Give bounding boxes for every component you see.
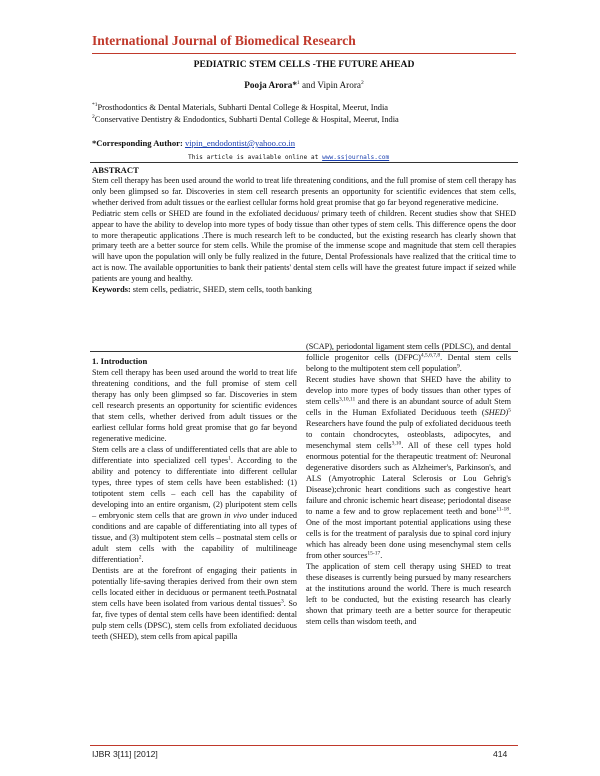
keywords bbox=[92, 285, 516, 296]
affiliation-1 bbox=[92, 102, 522, 113]
paper-title: PEDIATRIC STEM CELLS -THE FUTURE AHEAD bbox=[193, 59, 415, 70]
intro-p3-text-b: . So far, five types of dental stem cells have been identified: dental pulp stem cells (DPSC), stem cells from exfoliated deciduous teeth (SHED), stem cells from apical papilla bbox=[92, 599, 297, 641]
right-p2-italic: SHED) bbox=[484, 408, 509, 417]
right-p1-text-b: . Dental stem cells belong to the multipotent stem cell population bbox=[306, 353, 512, 373]
right-p2-text-b: and there is an abundant source of adult Stem cells in the Human Exfoliated Deciduous teeth ( bbox=[306, 397, 511, 417]
availability-note bbox=[188, 154, 389, 161]
citation-sup: 1 bbox=[228, 455, 231, 462]
corresponding-label: *Corresponding Author: bbox=[92, 138, 183, 148]
abstract-paragraph-1: Stem cell therapy has been used around the world to treat life threatening conditions, and the full promise of stem cell therapy has only been glimpsed so far. Discoveries in stem cell research presents an opportunity for scientific evidences that stem cells, whether derived from adult tissues or the earliest cellular forms hold great promise that go far beyond regenerative medicine. bbox=[92, 176, 516, 207]
footer-rule bbox=[90, 745, 518, 746]
right-paragraph-3: The application of stem cell therapy using SHED to treat these diseases is currently being pursued by many researchers at the institutions around the world. There is much research left to be conducted, but the existing research has clearly shown that primary teeth are a better source for therapeutic stem cells than wisdom teeth, and bbox=[306, 562, 511, 626]
right-p1-text-a: (SCAP), periodontal ligament stem cells (PDLSC), and dental follicle progenitor cells (DFPC) bbox=[306, 342, 511, 362]
author-secondary-sup: 2 bbox=[360, 79, 364, 86]
intro-paragraph-1: Stem cell therapy has been used around the world to treat life threatening conditions, and the full promise of stem cell therapy has only been glimpsed so far. Discoveries in stem cell research presents an opportunity for scientific evidences that stem cells, whether derived from adult tissues or the earliest cellular forms hold great promise that go far beyond regenerative medicine. bbox=[92, 368, 297, 443]
citation-sup: 3,10,11 bbox=[339, 396, 356, 403]
right-p2-text-d: . All of these cell types hold enormous potential for the therapeutic treatment of: Neuronal degenerative disorders such as Alzheimer's, Parkinson's, and ALS (Amyotrophic Lateral Sclerosis or Lou Gehrig's Disease);chronic heart conditions such as congestive heart failure and chronic ischemic heart disease; periodontal disease to name a few and to grow replacement teeth and bone bbox=[306, 441, 512, 516]
abstract-body bbox=[92, 176, 516, 296]
right-p2-text-f: . bbox=[380, 551, 383, 560]
right-paragraph-2 bbox=[306, 374, 511, 561]
intro-p2-text-a: Stem cells are a class of undifferentiated cells that are able to differentiate into specialized cell types bbox=[92, 445, 297, 465]
citation-sup: 11-18 bbox=[496, 506, 509, 513]
author-primary: Pooja Arora* bbox=[244, 80, 297, 90]
affiliation-1-sup: *1 bbox=[92, 102, 98, 109]
citation-sup: 3,10 bbox=[391, 440, 402, 447]
page-number: 414 bbox=[493, 749, 508, 759]
corresponding-author bbox=[92, 138, 295, 148]
intro-paragraph-2 bbox=[92, 444, 297, 565]
journal-title: International Journal of Biomedical Research bbox=[92, 33, 356, 48]
right-paragraph-1 bbox=[306, 341, 511, 374]
author-secondary: and Vipin Arora bbox=[299, 80, 361, 90]
affiliation-2-text: Conservative Dentistry & Endodontics, Subharti Dental College & Hospital, Meerut, India bbox=[94, 115, 399, 124]
right-p2-text-a: Recent studies have shown that SHED have the ability to develop into more types of body tissues than other types of stem cells bbox=[306, 375, 511, 406]
abstract-heading: ABSTRACT bbox=[92, 165, 139, 175]
citation-sup: 2 bbox=[138, 554, 142, 561]
right-p1-text-c: . bbox=[459, 364, 462, 373]
right-p2-text-c: Researchers have found the pulp of exfoliated deciduous teeth to contain chondrocytes, osteoblasts, adipocytes, and mesenchymal stem cells bbox=[306, 419, 511, 450]
citation-sup: 3 bbox=[281, 598, 284, 605]
affiliation-2 bbox=[92, 114, 522, 125]
intro-p3-text-a: Dentists are at the forefront of engaging their patients in potentially life-saving therapies derived from their own stem cells located either in deciduous or permanent teeth.Postnatal stem cells have been isolated from various dental tissues bbox=[92, 566, 297, 608]
affiliation-1-text: Prosthodontics & Dental Materials, Subharti Dental College & Hospital, Meerut, India bbox=[97, 103, 389, 112]
citation-sup: 5 bbox=[508, 407, 511, 414]
affiliation-2-sup: 2 bbox=[92, 114, 95, 121]
citation-sup: 9 bbox=[457, 363, 460, 370]
intro-paragraph-3 bbox=[92, 565, 297, 642]
right-p2-text-e: . One of the most important potential applications using these cells is for the treatment of paralysis due to spinal cord injury which has already been done using mesenchymal stem cells from other sources bbox=[306, 507, 511, 560]
footer-citation: IJBR 3[11] [2012] bbox=[92, 749, 158, 759]
intro-p2-text-b: . According to the ability and potency to differentiate into different cellular types, three types of stem cells have been established: (1) totipotent stem cells – each cell has the capability of developing into an entire organism, (2) pluripotent stem cells – embryonic stem cells that are grown bbox=[92, 456, 297, 520]
intro-p2-italic: in vivo bbox=[224, 511, 247, 520]
header-rule bbox=[92, 53, 516, 54]
right-column bbox=[306, 341, 511, 627]
abstract-paragraph-2: Pediatric stem cells or SHED are found in the exfoliated deciduous/ primary teeth of children. Recent studies show that SHED appear to have the ability to develop into more types of body tissue than other types of stem cells. This difference opens the door to more therapeutic applications .There is much research left to be conducted, but the existing research has clearly shown that primary teeth are a better source for stem cells. While the promise of the immense scope and magnitude that stem cell therapies will have upon the population will only be fully realized in the future, Dental Professionals have realized that the critical time to act is now. The available opportunities to bank their patients' dental stem cells will have the greatest future impact if seized while patients are young and healthy. bbox=[92, 208, 516, 284]
intro-p2-text-d: . bbox=[141, 555, 144, 564]
journal-url-link[interactable]: www.ssjournals.com bbox=[322, 154, 390, 161]
section-heading-introduction: 1. Introduction bbox=[92, 356, 148, 366]
keywords-label: Keywords: bbox=[92, 285, 131, 295]
intro-p2-text-c: under induced conditions and are capable of differentiating into all types of tissue, and (3) multipotent stem cells – postnatal stem cells or adult stem cells with the capability of multilineage differentiation bbox=[92, 511, 297, 564]
author-primary-sup: 1 bbox=[296, 79, 300, 86]
author-line bbox=[92, 80, 516, 90]
citation-sup: 15-17 bbox=[367, 550, 381, 557]
keywords-list: stem cells, pediatric, SHED, stem cells, tooth banking bbox=[130, 285, 312, 295]
left-column bbox=[92, 356, 297, 642]
availability-prefix: This article is available online at bbox=[188, 154, 323, 161]
corresponding-email-link[interactable]: vipin_endodontist@yahoo.co.in bbox=[184, 138, 296, 148]
citation-sup: 4,5,6,7,8 bbox=[420, 352, 441, 359]
